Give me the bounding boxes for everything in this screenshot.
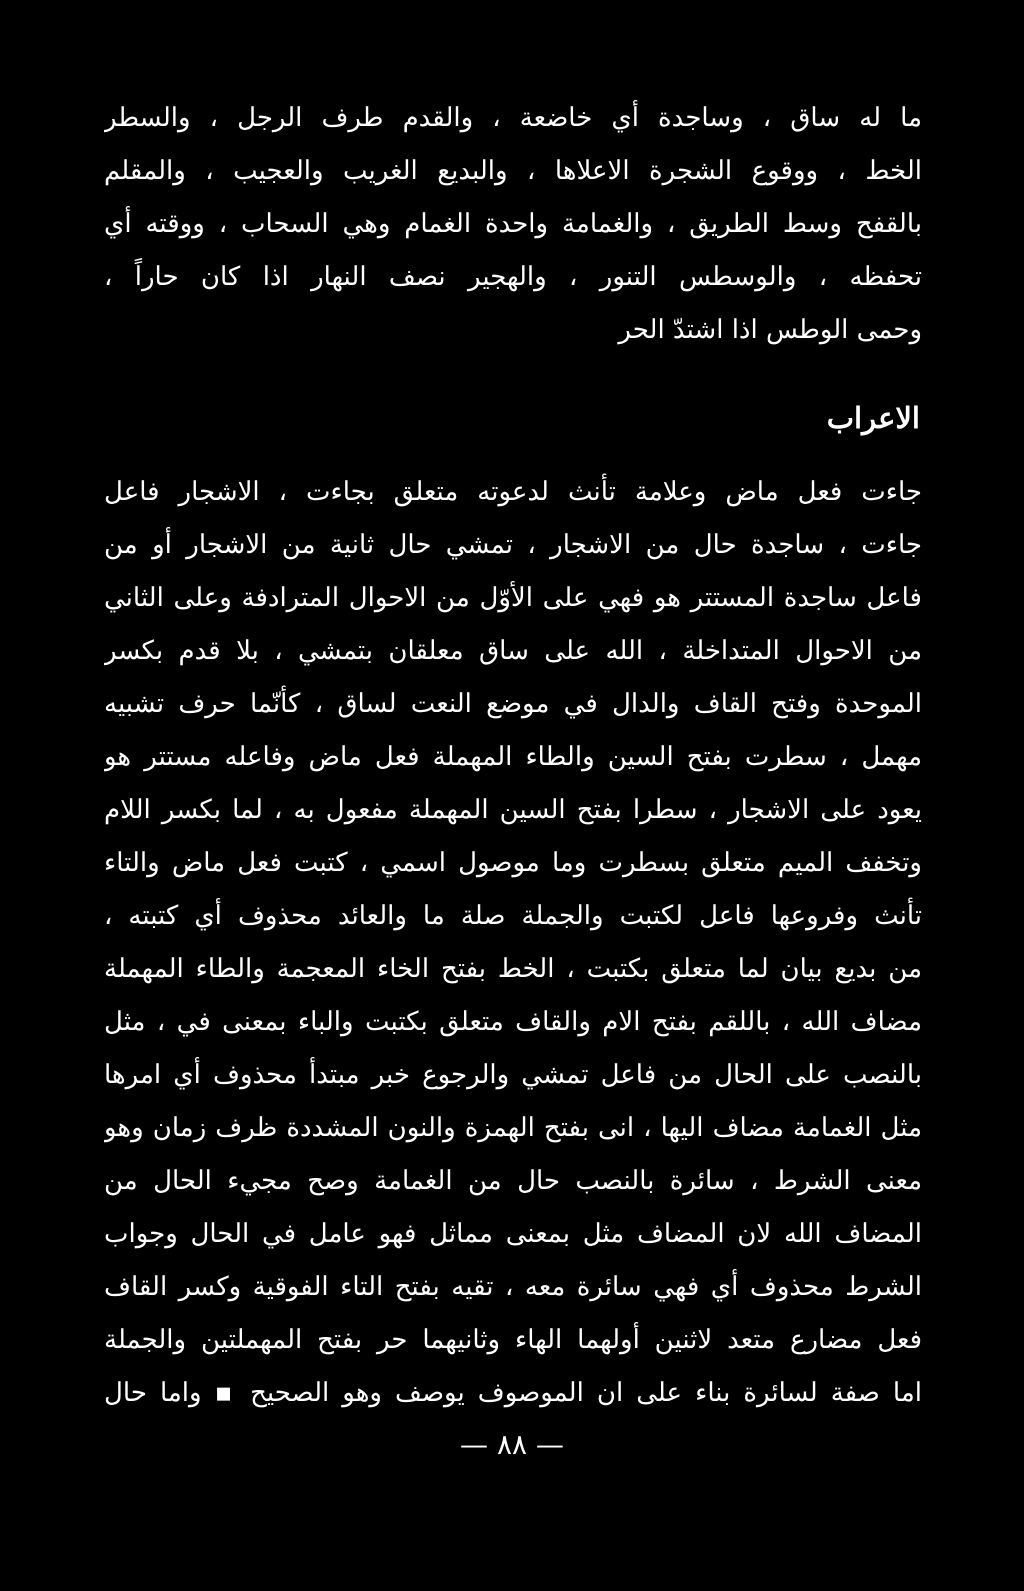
text-line: اما صفة لسائرة بناء على ان الموصوف يوصف وهو الصحيح ▪ واما حال [104, 1378, 922, 1408]
text-line: مثل الغمامة مضاف اليها ، انى بفتح الهمزة والنون المشددة ظرف زمان وهو [104, 1113, 922, 1143]
page-number: — ٨٨ — [460, 1428, 564, 1461]
text-line: من الاحوال المتداخلة ، الله على ساق معلقان بتمشي ، بلا قدم بكسر [104, 636, 922, 666]
text-line: معنى الشرط ، سائرة بالنصب حال من الغمامة وصح مجيء الحال من [104, 1166, 922, 1196]
text-line: مهمل ، سطرت بفتح السين والطاء المهملة فعل ماض وفاعله مستتر هو [104, 742, 922, 772]
text-line: الموحدة وفتح القاف والدال في موضع النعت لساق ، كأنّما حرف تشبيه [104, 689, 922, 719]
text-line: ما له ساق ، وساجدة أي خاضعة ، والقدم طرف الرجل ، والسطر [104, 103, 922, 133]
text-line: فعل مضارع متعد لاثنين أولهما الهاء وثانيهما حر بفتح المهملتين والجملة [104, 1325, 922, 1355]
text-line: يعود على الاشجار ، سطرا بفتح السين المهملة مفعول به ، لما بكسر اللام [104, 795, 922, 825]
text-line: فاعل ساجدة المستتر هو فهي على الأوّل من الاحوال المترادفة وعلى الثاني [104, 583, 922, 613]
text-line: وحمى الوطس اذا اشتدّ الحر [618, 315, 922, 345]
text-line: جاءت ، ساجدة حال من الاشجار ، تمشي حال ثانية من الاشجار أو من [104, 530, 922, 560]
text-line: بالقفح وسط الطريق ، والغمامة واحدة الغمام وهي السحاب ، ووقته أي [104, 209, 922, 239]
text-line: المضاف الله لان المضاف مثل بمعنى مماثل فهو عامل في الحال وجواب [104, 1219, 922, 1249]
text-line: تأنث وفروعها فاعل لكتبت والجملة صلة ما والعائد محذوف أي كتبته ، [104, 901, 922, 931]
text-line: من بديع بيان لما متعلق بكتبت ، الخط بفتح الخاء المعجمة والطاء المهملة [104, 954, 922, 984]
glossary-paragraph [104, 92, 922, 357]
section-heading: الاعراب [826, 401, 920, 435]
text-line: الشرط محذوف أي فهي سائرة معه ، تقيه بفتح التاء الفوقية وكسر القاف [104, 1272, 922, 1302]
parsing-paragraph [104, 466, 922, 1420]
text-line: جاءت فعل ماض وعلامة تأنث لدعوته متعلق بجاءت ، الاشجار فاعل [104, 477, 922, 507]
text-line: مضاف الله ، باللقم بفتح الام والقاف متعلق بكتبت والباء بمعنى في ، مثل [104, 1007, 922, 1037]
text-line: بالنصب على الحال من فاعل تمشي والرجوع خبر مبتدأ محذوف أي امرها [104, 1060, 922, 1090]
text-line: وتخفف الميم متعلق بسطرت وما موصول اسمي ، كتبت فعل ماض والتاء [104, 848, 922, 878]
text-line: تحفظه ، والوسطس التنور ، والهجير نصف النهار اذا كان حاراً ، [104, 262, 922, 292]
text-line: الخط ، ووقوع الشجرة الاعلاها ، والبديع الغريب والعجيب ، والمقلم [104, 156, 922, 186]
